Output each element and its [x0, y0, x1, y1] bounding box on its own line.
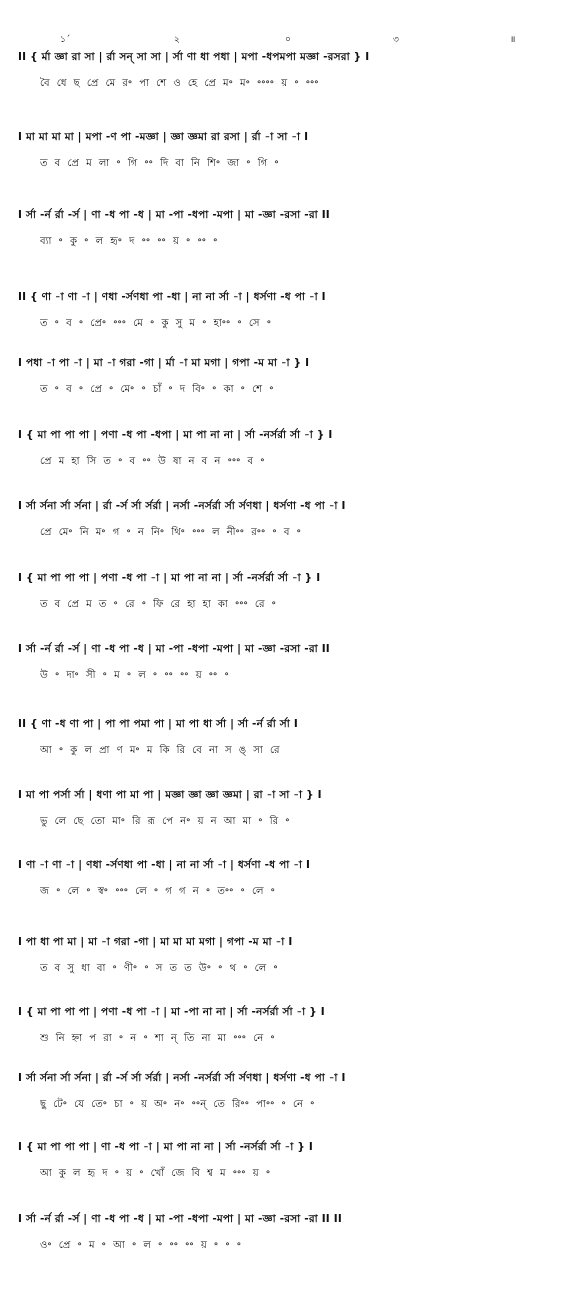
notation-line: I { মা পা পা পা | পণা -ধ পা -া | মা পা না না | র্সা -নর্সর্রা র্সা -া } I: [18, 572, 321, 584]
beat-marker: ৩: [393, 35, 399, 45]
notation-line: I র্সা র্সনা র্সা র্সনা | র্রা -র্স র্সা র্সর্রা | নর্সা -নর্সর্রা র্সা র্সণধা | ধর্সণা -ধ পা -া I: [18, 500, 346, 512]
lyrics-line: শু নি হ্না প রা ॰ ন ॰ শা ন্ তি না মা ॰॰॰ নে ॰: [40, 1033, 275, 1044]
notation-line: I পা ধা পা মা | মা -া গরা -গা | মা মা মা মগা | গপা -ম মা -া I: [18, 936, 293, 948]
notation-line: I { মা পা পা পা | পণা -ধ পা -া | মা -পা না না | র্সা -নর্সর্রা র্সা -া } I: [18, 1006, 325, 1018]
beat-marker: ২: [174, 35, 180, 45]
notation-line: I ণা -া ণা -া | ণধা -র্সণধা পা -ধা | না না র্সা -া | ধর্সণা -ধ পা -া I: [18, 859, 311, 871]
lyrics-line: ত ॰ ব ॰ প্রে ॰ মে॰ ॰ চাঁ ॰ দ বি॰ ॰ কা ॰ শে ॰: [40, 384, 274, 395]
lyrics-line: ত ব প্রে ম লা ॰ গি ॰॰ দি বা নি শি॰ জা ॰ গি ॰: [40, 158, 279, 169]
notation-line: I { মা পা পা পা | ণা -ধ পা -া | মা পা না না | র্সা -নর্সর্রা র্সা -া } I: [18, 1141, 313, 1153]
notation-line: I মা মা মা মা | মপা -ণ পা -মজ্ঞা | জ্ঞা জ্ঞমা রা রসা | র্রা -া সা -া I: [18, 131, 309, 143]
lyrics-line: ভু লে ছে তো মা॰ রি রূ পে ন॰ য় ন আ মা ॰ রি ॰: [40, 816, 290, 827]
lyrics-line: ত ॰ ব ॰ প্রে॰ ॰॰॰ মে ॰ কু সু ম ॰ হা॰॰ ॰ সে ॰: [40, 318, 271, 329]
notation-line: II { ণা -ধ ণা পা | পা পা পমা পা | মা পা ধা র্সা | র্সা -র্ন র্রা র্সা I: [18, 718, 298, 730]
beat-marker: ০: [285, 35, 291, 45]
notation-line: I মা পা পর্সা র্সা | ধণা পা মা পা | মজ্ঞা জ্ঞা জ্ঞা জ্ঞমা | রা -া সা -া } I: [18, 789, 322, 801]
notation-line: I র্সা -র্ন র্রা -র্স | ণা -ধ পা -ধ | মা -পা -ধপা -মপা | মা -জ্ঞা -রসা -রা II II: [18, 1213, 342, 1225]
notation-line: II { ৰ্মা জ্ঞা রা সা | র্রা সন্ সা সা | র্সা ণা ধা পধা | মপা -ধপমপা মজ্ঞা -রসরা } I: [18, 51, 370, 63]
notation-line: I পধা -া পা -া | মা -া গরা -গা | ৰ্মা -া মা মগা | গপা -ম মা -া } I: [18, 357, 310, 369]
notation-line: I র্সা -র্ন র্রা -র্স | ণা -ধ পা -ধ | মা -পা -ধপা -মপা | মা -জ্ঞা -রসা -রা II: [18, 643, 330, 655]
lyrics-line: প্রে মে॰ নি ম॰ গ ॰ ন নি॰ থি॰ ॰॰॰ ল নী॰॰ র॰॰ ॰ ব ॰: [40, 527, 301, 538]
lyrics-line: ব্যা ॰ কু ॰ ল হৃ॰ দ ॰॰ ॰॰ য় ॰ ॰॰ ॰: [40, 236, 218, 247]
lyrics-line: আ কু ল হৃ দ ॰ য় ॰ খোঁ জে বি শ্ব ম ॰॰॰ য় ॰: [40, 1168, 271, 1179]
lyrics-line: ছু টে॰ যে তে॰ চা ॰ য় অ॰ ন॰ ॰॰ন্ তে রি॰॰ পা॰॰ ॰ নে ॰: [40, 1099, 315, 1110]
lyrics-line: জ ॰ লে ॰ স্ব॰ ॰॰॰ লে ॰ গ গ ন ॰ ত॰॰ ॰ লে ॰: [40, 886, 275, 897]
lyrics-line: বৈ ধে ছ প্রে মে র॰ পা শে ও হে প্রে ম॰ ম॰ ॰॰॰॰ য় ॰ ॰॰॰: [40, 78, 319, 89]
lyrics-line: প্রে ম হা সি ত ॰ ব ॰॰ উ ষা ন ব ন ॰॰॰ ব ॰: [40, 456, 265, 467]
beat-marker: ॥: [510, 35, 516, 45]
notation-line: I র্সা র্সনা র্সা র্সনা | র্রা -র্স র্সা র্সর্রা | নর্সা -নর্সর্রা র্সা র্সণধা | ধর্সণা -ধ পা -া I: [18, 1072, 346, 1084]
notation-line: II { ণা -া ণা -া | ণধা -র্সণধা পা -ধা | না না র্সা -া | ধর্সণা -ধ পা -া I: [18, 291, 326, 303]
lyrics-line: ত ব প্রে ম ত ॰ রে ॰ ফি রে হা হা কা ॰॰॰ রে ॰: [40, 599, 276, 610]
notation-line: I { মা পা পা পা | পণা -ধ পা -ধপা | মা পা না না | র্সা -নর্সর্রা র্সা -া } I: [18, 429, 333, 441]
notation-line: I র্সা -র্ন র্রা -র্স | ণা -ধ পা -ধ | মা -পা -ধপা -মপা | মা -জ্ঞা -রসা -রা II: [18, 209, 330, 221]
lyrics-line: ত ব সু ধা বা ॰ ণী॰ ॰ স ত ত উ॰ ॰ থ ॰ লে ॰: [40, 963, 278, 974]
beat-marker: ১´: [60, 35, 71, 45]
lyrics-line: ও॰ প্রে ॰ ম ॰ আ ॰ ল ॰ ॰॰ ॰॰ য় ॰ ॰ ॰: [40, 1240, 242, 1251]
beat-markers: [0, 32, 580, 48]
lyrics-line: উ ॰ দা॰ সী ॰ ম ॰ ল ॰ ॰॰ ॰॰ য় ॰॰ ॰: [40, 670, 229, 681]
lyrics-line: আ ॰ কু ল প্রা ণ ম॰ ম কি রি বে না স ঙ্ সা রে: [40, 745, 280, 756]
